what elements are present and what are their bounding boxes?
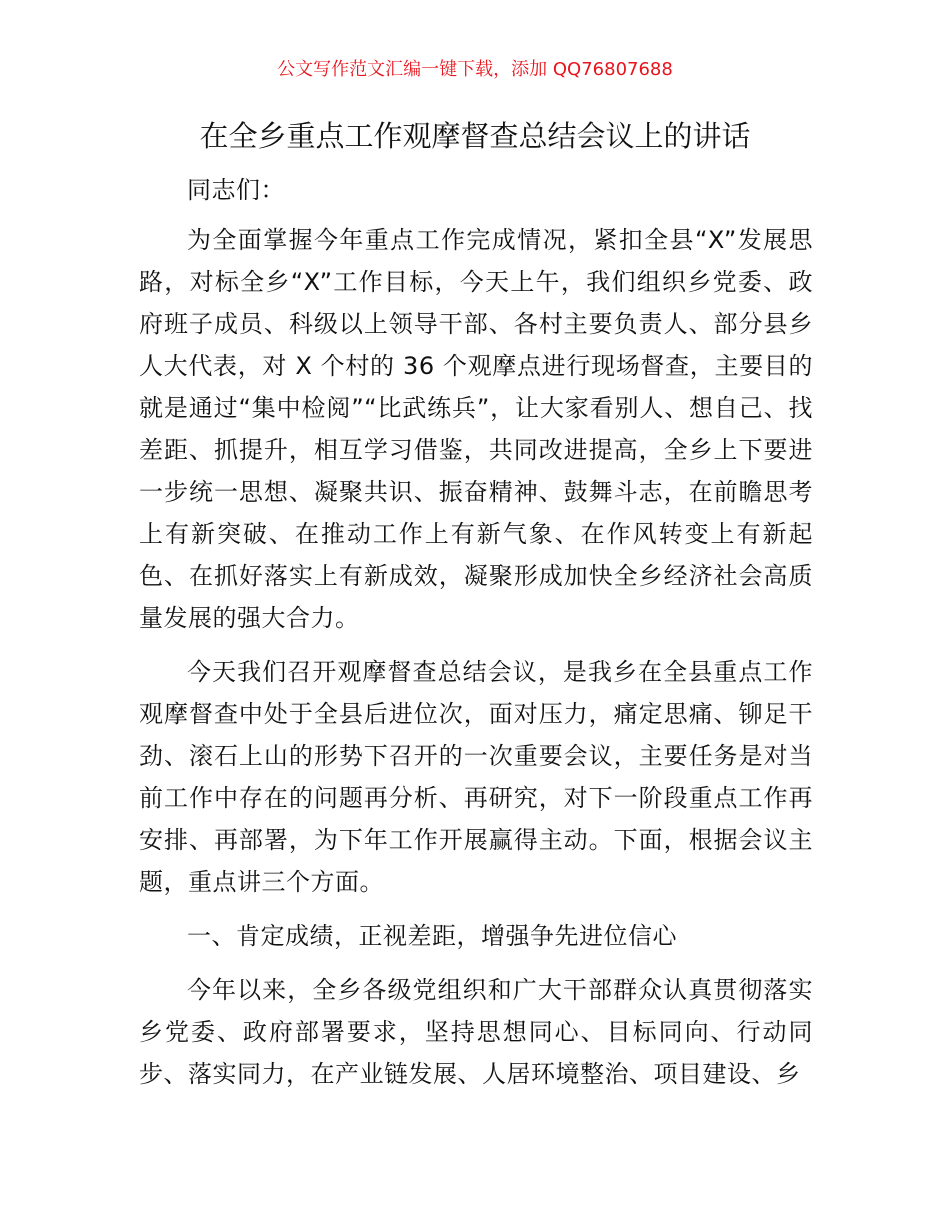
section-heading-1: 一、肯定成绩，正视差距，增强争先进位信心 xyxy=(187,922,677,950)
paragraph-intro: 为全面掌握今年重点工作完成情况，紧扣全县“X”发展思路，对标全乡“X”工作目标，今天上午，我们组织乡党委、政府班子成员、科级以上领导干部、各村主要负责人、部分县乡人大代表，对 X 个村的 36 个观摩点进行现场督查，主要目的就是通过“集中检阅”“比武练兵”，让大家看别人、想自己、找差距、抓提升，相互学习借鉴，共同改进提高，全乡上下要进一步统一思想、凝聚共识、振奋精神、鼓舞斗志，在前瞻思考上有新突破、在推动工作上有新气象、在作风转变上有新起色、在抓好落实上有新成效，凝聚形成加快全乡经济社会高质量发展的强大合力。 xyxy=(139,226,813,632)
greeting: 同志们： xyxy=(187,176,285,204)
document-body xyxy=(139,169,813,1107)
paragraph-achievements: 今年以来，全乡各级党组织和广大干部群众认真贯彻落实乡党委、政府部署要求，坚持思想同心、目标同向、行动同步、落实同力，在产业链发展、人居环境整治、项目建设、乡 xyxy=(139,976,813,1088)
document-title: 在全乡重点工作观摩督查总结会议上的讲话 xyxy=(199,119,751,153)
download-promo-note: 公文写作范文汇编一键下载，添加 QQ76807688 xyxy=(277,59,673,80)
paragraph-meeting-purpose: 今天我们召开观摩督查总结会议，是我乡在全县重点工作观摩督查中处于全县后进位次，面对压力，痛定思痛、铆足干劲、滚石上山的形势下召开的一次重要会议，主要任务是对当前工作中存在的问题再分析、再研究，对下一阶段重点工作再安排、再部署，为下年工作开展赢得主动。下面，根据会议主题，重点讲三个方面。 xyxy=(139,658,813,896)
